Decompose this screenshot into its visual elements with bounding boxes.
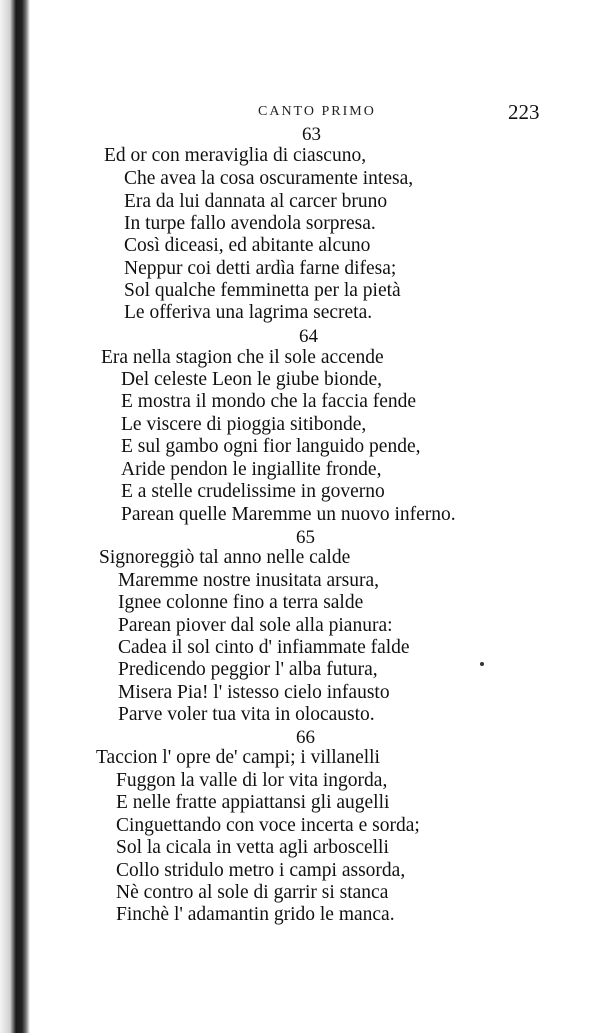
verse-line: E nelle fratte appiattansi gli augelli [116, 792, 390, 813]
verse-line: Ed or con meraviglia di ciascuno, [104, 145, 367, 166]
verse-line: Le offeriva una lagrima secreta. [124, 302, 373, 323]
page-number: 223 [508, 100, 540, 124]
verse-line: Parve voler tua vita in olocausto. [118, 704, 375, 725]
verse-line: Era nella stagion che il sole accende [101, 347, 384, 368]
verse-line: Maremme nostre inusitata arsura, [118, 570, 379, 591]
verse-line: Misera Pia! l' istesso cielo infausto [118, 682, 390, 703]
verse-line: Fuggon la valle di lor vita ingorda, [116, 770, 388, 791]
stanza-number: 65 [296, 527, 315, 548]
verse-line: Ignee colonne fino a terra salde [118, 592, 364, 613]
verse-line: Le viscere di pioggia sitibonde, [121, 414, 367, 435]
verse-line: Parean piover dal sole alla pianura: [118, 615, 393, 636]
verse-line: Signoreggiò tal anno nelle calde [99, 547, 351, 568]
stanza-number: 64 [299, 326, 318, 347]
verse-line: Cadea il sol cinto d' infiammate falde [118, 637, 410, 658]
verse-line: Sol la cicala in vetta agli arboscelli [116, 837, 389, 858]
verse-line: Che avea la cosa oscuramente intesa, [124, 168, 414, 189]
verse-line: Taccion l' opre de' campi; i villanelli [96, 747, 380, 768]
verse-line: Predicendo peggior l' alba futura, [118, 659, 378, 680]
verse-line: In turpe fallo avendola sorpresa. [124, 213, 376, 234]
verse-line: Finchè l' adamantin grido le manca. [116, 904, 395, 925]
verse-line: Nè contro al sole di garrir si stanca [116, 882, 389, 903]
verse-line: Parean quelle Maremme un nuovo inferno. [121, 504, 456, 525]
verse-line: Era da lui dannata al carcer bruno [124, 191, 388, 212]
verse-line: Sol qualche femminetta per la pietà [124, 280, 401, 301]
running-head: CANTO PRIMO [258, 104, 376, 119]
stanza-number: 66 [296, 727, 315, 748]
ink-speck [480, 662, 484, 666]
verse-line: E mostra il mondo che la faccia fende [121, 391, 417, 412]
stanza-number: 63 [302, 124, 321, 145]
verse-line: Aride pendon le ingiallite fronde, [121, 459, 382, 480]
verse-line: Collo stridulo metro i campi assorda, [116, 860, 406, 881]
verse-line: E a stelle crudelissime in governo [121, 481, 385, 502]
verse-line: Così diceasi, ed abitante alcuno [124, 235, 371, 256]
verse-line: Neppur coi detti ardìa farne difesa; [124, 258, 397, 279]
verse-line: E sul gambo ogni fior languido pende, [121, 436, 421, 457]
verse-line: Del celeste Leon le giube bionde, [121, 369, 382, 390]
verse-line: Cinguettando con voce incerta e sorda; [116, 815, 420, 836]
